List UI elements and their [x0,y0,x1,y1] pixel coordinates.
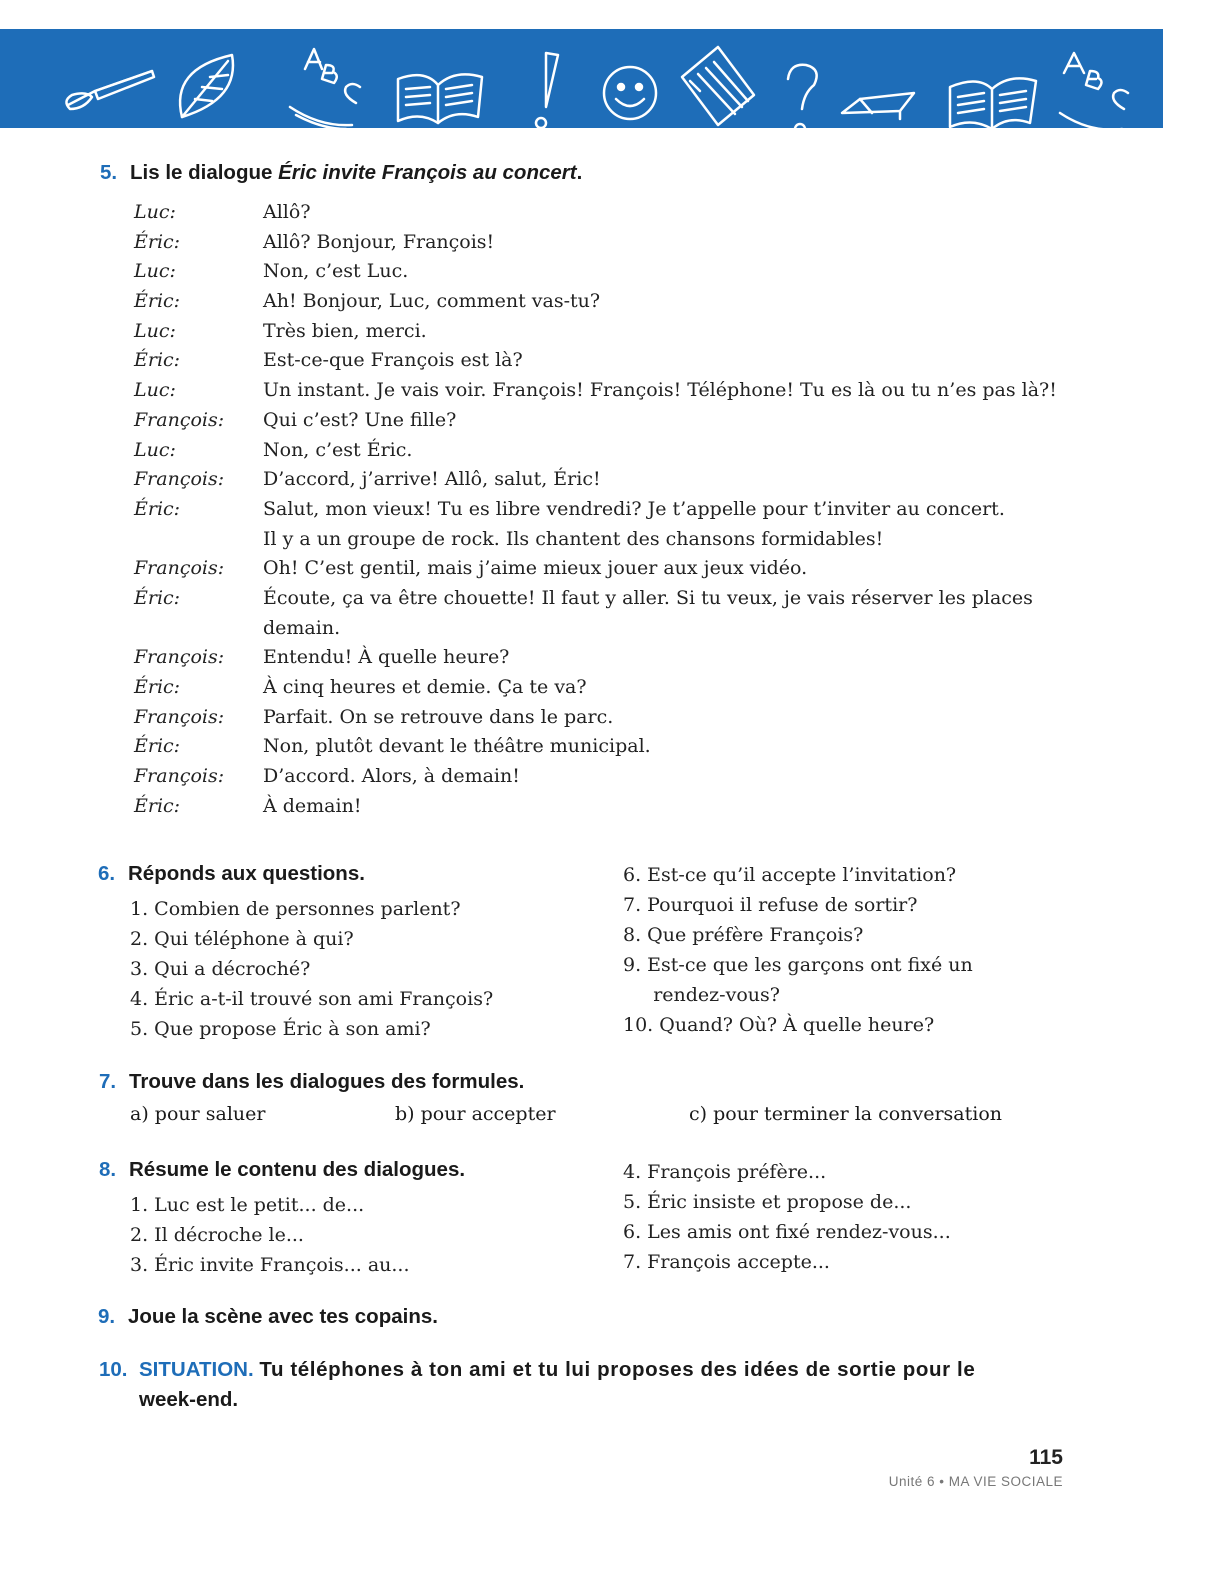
list-item: 6. Les amis ont fixé rendez-vous... [623,1221,951,1243]
dialogue-line [134,703,1094,733]
open-book-icon [950,78,1036,128]
list-item: 2. Il décroche le... [130,1224,304,1246]
banner-icons [0,29,1163,128]
dialogue-line [134,584,1094,614]
dialogue-line [134,673,1094,703]
eraser-icon [842,93,914,119]
speaker-text: Parfait. On se retrouve dans le parc. [263,705,614,728]
paintbrush-icon [66,71,154,109]
instruction: Trouve dans les dialogues des formules. [129,1070,525,1093]
questions-right-list [623,860,973,1040]
speaker-text: Non, c’est Luc. [263,260,409,283]
dialogue-line [134,257,1094,287]
list-item: 10. Quand? Où? À quelle heure? [623,1014,935,1036]
dialogue-line [134,376,1094,406]
speaker-name: François: [134,468,225,491]
speaker-name: Éric: [134,676,181,698]
list-item: 3. Éric invite François... au... [130,1254,410,1276]
speaker-name: Luc: [134,438,176,461]
list-item: 3. Qui a décroché? [130,958,311,980]
list-item: 4. Éric a-t-il trouvé son ami François? [130,988,494,1010]
dialogue-line [134,643,1094,673]
speaker-name: François: [134,557,225,580]
instruction: Résume le contenu des dialogues. [129,1158,466,1181]
list-item: 5. Que propose Éric à son ami? [130,1018,431,1040]
list-item: 1. Luc est le petit... de... [130,1194,365,1216]
speaker-name: Éric: [134,794,181,817]
exercise-number: 6. [98,862,116,885]
dialogue-line [134,228,1094,258]
list-item: 6. Est-ce qu’il accepte l’invitation? [623,864,957,886]
option-c: c) pour terminer la conversation [689,1103,1002,1125]
speaker-name: François: [134,408,225,431]
summary-left-list [130,1190,410,1280]
list-item: 2. Qui téléphone à qui? [130,928,354,950]
instruction: Réponds aux questions. [128,862,365,885]
dialogue-line [134,287,1094,317]
speaker-name: François: [134,765,225,788]
situation-text-line-2: week-end. [139,1388,239,1411]
exercise-7-heading [99,1067,524,1096]
dialogue-line [134,198,1094,228]
exercise-5-heading [100,158,582,187]
speaker-text: Allô? [263,201,311,223]
list-item: 1. Combien de personnes parlent? [130,898,461,920]
speaker-text: Il y a un groupe de rock. Ils chantent des chansons formidables! [263,527,884,550]
speaker-name: Luc: [134,319,176,342]
speaker-text: Non, plutôt devant le théâtre municipal. [263,735,651,758]
speaker-text: À cinq heures et demie. Ça te va? [263,676,587,698]
speaker-text: Très bien, merci. [263,319,427,342]
list-item: 8. Que préfère François? [623,924,864,946]
list-item: rendez-vous? [623,984,780,1006]
list-item: 7. François accepte... [623,1251,830,1273]
speaker-text: Ah! Bonjour, Luc, comment vas-tu? [263,290,601,313]
speaker-text: Allô? Bonjour, François! [263,230,495,253]
dialogue-line [134,436,1094,466]
exercise-9-heading [98,1302,438,1331]
exclamation-icon [536,53,558,128]
speaker-text: Entendu! À quelle heure? [263,646,510,669]
speaker-name: Luc: [134,260,176,283]
instruction-suffix: . [576,161,583,184]
list-item: 9. Est-ce que les garçons ont fixé un [623,954,973,976]
situation-text-line-1: Tu téléphones à ton ami et tu lui proposes des idées de sortie pour le [259,1358,976,1381]
speaker-name: Éric: [134,349,181,372]
leaf-icon [180,55,233,117]
dialogue-line [134,732,1094,762]
exercise-number: 5. [100,161,118,184]
dialogue-line [134,525,1094,555]
speaker-text: Écoute, ça va être chouette! Il faut y aller. Si tu veux, je vais réserver les places [263,586,1033,609]
instruction: Joue la scène avec tes copains. [128,1305,438,1328]
speaker-name: Éric: [134,735,181,758]
open-book-icon [398,74,482,123]
speaker-name: Éric: [134,586,181,609]
speaker-name: François: [134,646,225,669]
list-item: 5. Éric insiste et propose de... [623,1191,912,1213]
dialogue-line [134,346,1094,376]
questions-left-list [130,894,493,1044]
speaker-name: Éric: [134,290,181,313]
exercise-number: 8. [99,1158,117,1181]
summary-right-list [623,1157,951,1277]
speaker-text: Non, c’est Éric. [263,438,413,461]
exercise-number: 10. [99,1358,128,1381]
dialogue-line [134,762,1094,792]
speaker-name: François: [134,705,225,728]
question-mark-icon [788,65,817,128]
dialogue-title: Éric invite François au concert [278,161,577,184]
speaker-text: Oh! C’est gentil, mais j’aime mieux jouer aux jeux vidéo. [263,557,808,580]
dialogue-line [134,317,1094,347]
notepad-icon [682,47,754,125]
speaker-text: Est-ce-que François est là? [263,349,523,372]
page-number: 115 [1029,1446,1063,1469]
speaker-text: D’accord, j’arrive! Allô, salut, Éric! [263,468,601,491]
speaker-name: Éric: [134,230,181,253]
speaker-text: À demain! [263,794,362,817]
smiley-icon [604,67,656,119]
dialogue-line [134,614,1094,644]
dialogue-line [134,792,1094,822]
dialogue [134,198,1094,821]
speaker-name: Luc: [134,379,176,402]
dialogue-line [134,554,1094,584]
speaker-text: Qui c’est? Une fille? [263,408,457,431]
speaker-text: demain. [263,616,341,639]
exercise-8-heading [99,1155,465,1184]
exercise-6-heading [98,859,365,888]
option-b: b) pour accepter [395,1103,556,1125]
exercise-10-heading [99,1355,1069,1384]
speaker-text: Salut, mon vieux! Tu es libre vendredi? Je t’appelle pour t’inviter au concert. [263,497,1005,520]
exercise-number: 7. [99,1070,117,1093]
situation-label: SITUATION. [139,1358,254,1381]
speaker-text: Un instant. Je vais voir. François! François! Téléphone! Tu es là ou tu n’es pas là?! [263,379,1057,402]
dialogue-line [134,406,1094,436]
dialogue-line [134,495,1094,525]
exercise-number: 9. [98,1305,116,1328]
list-item: 4. François préfère... [623,1161,827,1183]
instruction-prefix: Lis le dialogue [130,161,279,184]
option-a: a) pour saluer [130,1103,266,1125]
unit-title: Unité 6 • MA VIE SOCIALE [888,1474,1063,1489]
dialogue-line [134,465,1094,495]
speaker-name: Luc: [134,201,176,223]
header-banner [0,29,1163,128]
abc-letters-icon [290,49,360,128]
speaker-text: D’accord. Alors, à demain! [263,765,520,788]
list-item: 7. Pourquoi il refuse de sortir? [623,894,918,916]
abc-letters-icon [1060,53,1128,128]
speaker-name: Éric: [134,497,181,520]
